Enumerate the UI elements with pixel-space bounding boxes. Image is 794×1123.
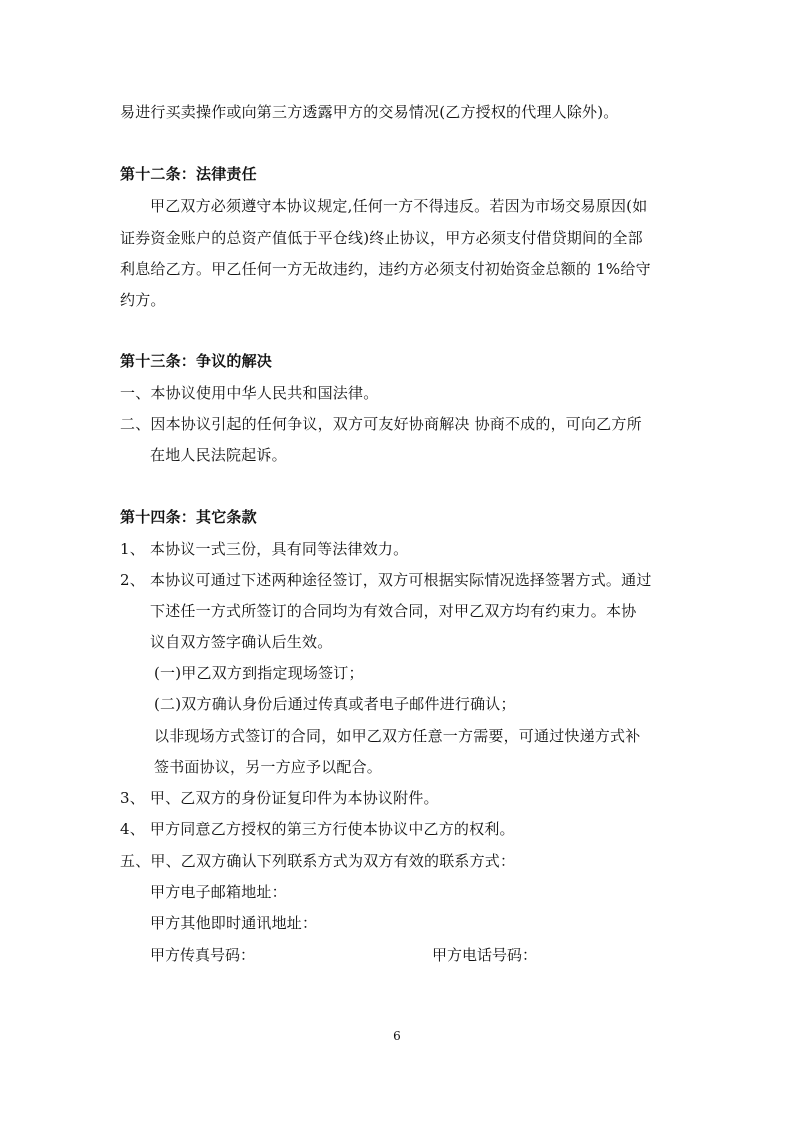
article-13-line-3: 在地人民法院起诉。 — [150, 446, 287, 464]
article-14-line-6: (二)双方确认身份后通过传真或者电子邮件进行确认； — [154, 695, 516, 713]
article-14-line-5: (一)甲乙双方到指定现场签订； — [154, 664, 364, 682]
phone-number-label: 甲方电话号码： — [432, 946, 538, 964]
article-14-line-2: 2、 本协议可通过下述两种途径签订，双方可根据实际情况选择签署方式。通过 — [120, 571, 652, 589]
article-13-title: 第十三条：争议的解决 — [120, 352, 273, 370]
article-14-line-9: 3、 甲、乙双方的身份证复印件为本协议附件。 — [120, 789, 439, 807]
email-address-label: 甲方电子邮箱地址： — [150, 883, 287, 901]
article-14-line-1: 1、 本协议一式三份，具有同等法律效力。 — [120, 540, 409, 558]
article-12-line-2: 证券资金账户的总资产值低于平仓线)终止协议，甲方必须支付借贷期间的全部 — [120, 229, 643, 247]
article-14-line-3: 下述任一方式所签订的合同均为有效合同，对甲乙双方均有约束力。本协 — [150, 602, 637, 620]
continuation-text: 易进行买卖操作或向第三方透露甲方的交易情况(乙方授权的代理人除外)。 — [120, 103, 619, 121]
article-12-line-4: 约方。 — [120, 291, 166, 309]
article-12-line-1: 甲乙双方必须遵守本协议规定,任何一方不得违反。若因为市场交易原因(如 — [150, 197, 648, 215]
article-12-title: 第十二条：法律责任 — [120, 165, 257, 183]
page-number: 6 — [393, 1029, 401, 1043]
article-13-line-2: 二、因本协议引起的任何争议，双方可友好协商解决 协商不成的，可向乙方所 — [120, 415, 642, 433]
article-14-line-7: 以非现场方式签订的合同，如甲乙双方任意一方需要，可通过快递方式补 — [154, 727, 641, 745]
article-13-line-1: 一、本协议使用中华人民共和国法律。 — [120, 384, 379, 402]
article-14-line-10: 4、 甲方同意乙方授权的第三方行使本协议中乙方的权利。 — [120, 820, 515, 838]
article-14-line-8: 签书面协议，另一方应予以配合。 — [154, 758, 383, 776]
article-12-line-3: 利息给乙方。甲乙任何一方无故违约，违约方必须支付初始资金总额的 1%给守 — [120, 260, 651, 278]
fax-number-label: 甲方传真号码： — [150, 946, 256, 964]
im-address-label: 甲方其他即时通讯地址： — [150, 914, 318, 932]
article-14-line-4: 议自双方签字确认后生效。 — [150, 633, 333, 651]
article-14-line-11: 五、甲、乙双方确认下列联系方式为双方有效的联系方式： — [120, 852, 516, 870]
article-14-title: 第十四条：其它条款 — [120, 508, 257, 526]
